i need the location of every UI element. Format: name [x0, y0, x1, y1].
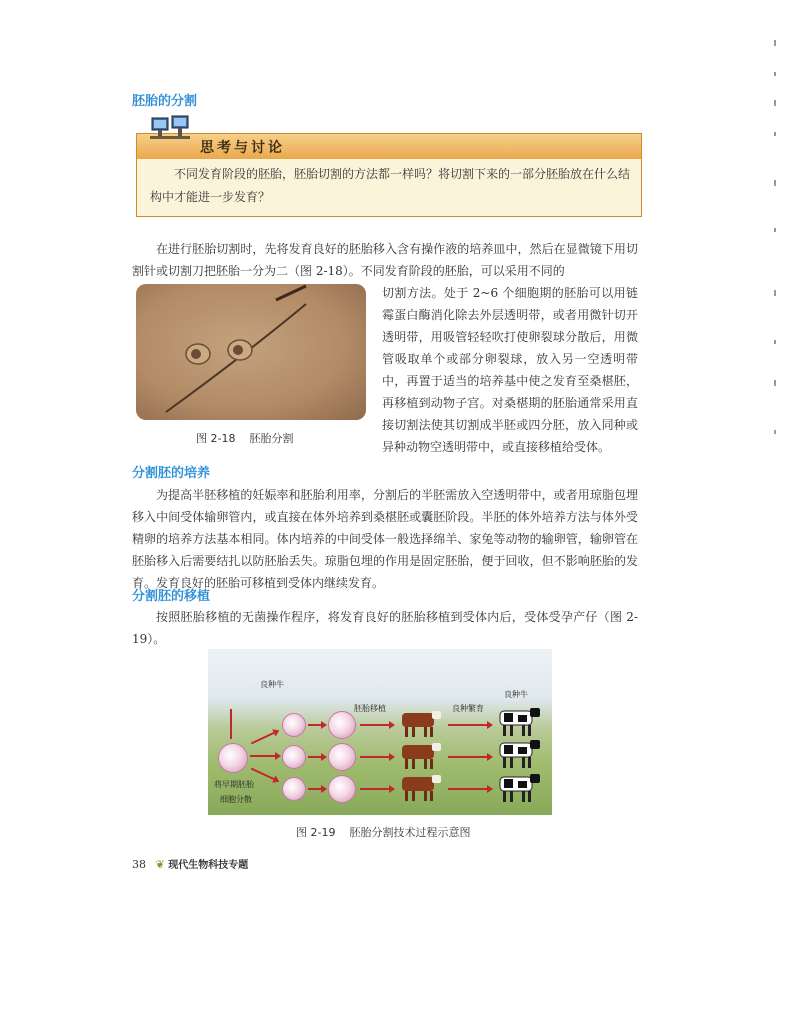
figure-2-19-title: 胚胎分割技术过程示意图	[349, 826, 471, 839]
discussion-title: 思考与讨论	[200, 140, 285, 156]
label-breed-propagation: 良种繁育	[452, 704, 484, 713]
arrow-r3b	[360, 788, 390, 790]
figure-2-19-caption	[296, 824, 470, 840]
book-title: 现代生物科技专题	[168, 860, 249, 871]
offspring-cow-2	[496, 739, 542, 771]
half-embryo-1	[282, 713, 306, 737]
label-split-step-line2: 细胞分散	[220, 795, 252, 804]
recipient-cow-1	[398, 709, 442, 739]
arrow-r1a	[308, 724, 322, 726]
figure-2-18-photo	[136, 284, 366, 420]
page-edge-marks	[768, 0, 778, 1035]
discussion-computer-icon	[148, 108, 192, 148]
label-embryo-transplant: 胚胎移植	[354, 704, 386, 713]
figure-2-19-number: 图 2-19	[296, 826, 336, 839]
figure-2-18-title: 胚胎分割	[249, 432, 294, 445]
half-embryo-2	[282, 745, 306, 769]
arrow-row1	[251, 732, 275, 745]
figure-2-18-number: 图 2-18	[196, 432, 236, 445]
label-breed-cow-right: 良种牛	[504, 690, 528, 699]
paragraph-cutting-intro: 在进行胚胎切割时，先将发育良好的胚胎移入含有操作液的培养皿中，然后在显微镜下用切割针或切割刀把胚胎一分为二（图 2-18）。不同发育阶段的胚胎，可以采用不同的	[132, 242, 638, 278]
section-heading-embryo-split: 胚胎的分割	[132, 94, 198, 109]
section-heading-culture: 分割胚的培养	[132, 466, 211, 481]
arrow-r3a	[308, 788, 322, 790]
arrow-row2	[250, 755, 276, 757]
paragraph-culture: 为提高半胚移植的妊娠率和胚胎利用率，分割后的半胚需放入空透明带中，或者用琼脂包埋移入中间受体输卵管内，或直接在体外培养到桑椹胚或囊胚阶段。半胚的体外培养方法与体外受精卵的培养方法基本相同。体内培养的中间受体一般选择绵羊、家兔等动物的输卵管，输卵管在胚胎移入后需要结扎以防胚胎丢失。琼脂包埋的作用是固定胚胎，便于回收，但不影响胚胎的发育。发育良好的胚胎可移植到受体内继续发育。	[132, 488, 638, 590]
morula-2	[328, 743, 356, 771]
recipient-cow-2	[398, 741, 442, 771]
paragraph-cutting-methods: 切割方法。处于 2~6 个细胞期的胚胎可以用链霉蛋白酶消化除去外层透明带，或者用微针切开透明带，用吸管轻轻吹打使卵裂球分散后，用微管吸取单个或部分卵裂球，放入另一空透明带中，再置于适当的培养基中使之发育至桑椹胚，再移植到动物子宫。对桑椹期的胚胎通常采用直接切割法使其切割成半胚或四分胚，放入同种或异种动物空透明带中，或直接移植给受体。	[382, 286, 638, 454]
arrow-row3	[251, 768, 275, 781]
offspring-cow-1	[496, 707, 542, 739]
morula-1	[328, 711, 356, 739]
page-footer	[132, 856, 248, 871]
half-embryo-3	[282, 777, 306, 801]
embryo-source	[218, 743, 248, 773]
arrow-r2b	[360, 756, 390, 758]
morula-3	[328, 775, 356, 803]
label-split-step-line1: 将早期胚胎	[214, 780, 254, 789]
discussion-text: 不同发育阶段的胚胎，胚胎切割的方法都一样吗？将切割下来的一部分胚胎放在什么结构中才能进一步发育？	[150, 167, 631, 204]
page-number: 38	[132, 858, 146, 871]
offspring-cow-3	[496, 773, 542, 805]
paragraph-transfer: 按照胚胎移植的无菌操作程序，将发育良好的胚胎移植到受体内后，受体受孕产仔（图 2-19）。	[132, 610, 638, 646]
label-breed-cow-top: 良种牛	[260, 680, 284, 689]
figure-2-19-diagram	[208, 649, 552, 815]
figure-2-18-caption	[196, 430, 293, 446]
recipient-cow-3	[398, 773, 442, 803]
arrow-down	[230, 709, 232, 739]
arrow-r2a	[308, 756, 322, 758]
arrow-r3c	[448, 788, 488, 790]
arrow-r1b	[360, 724, 390, 726]
leaf-icon: ❦	[155, 858, 165, 871]
section-heading-transfer: 分割胚的移植	[132, 589, 211, 604]
arrow-r2c	[448, 756, 488, 758]
arrow-r1c	[448, 724, 488, 726]
